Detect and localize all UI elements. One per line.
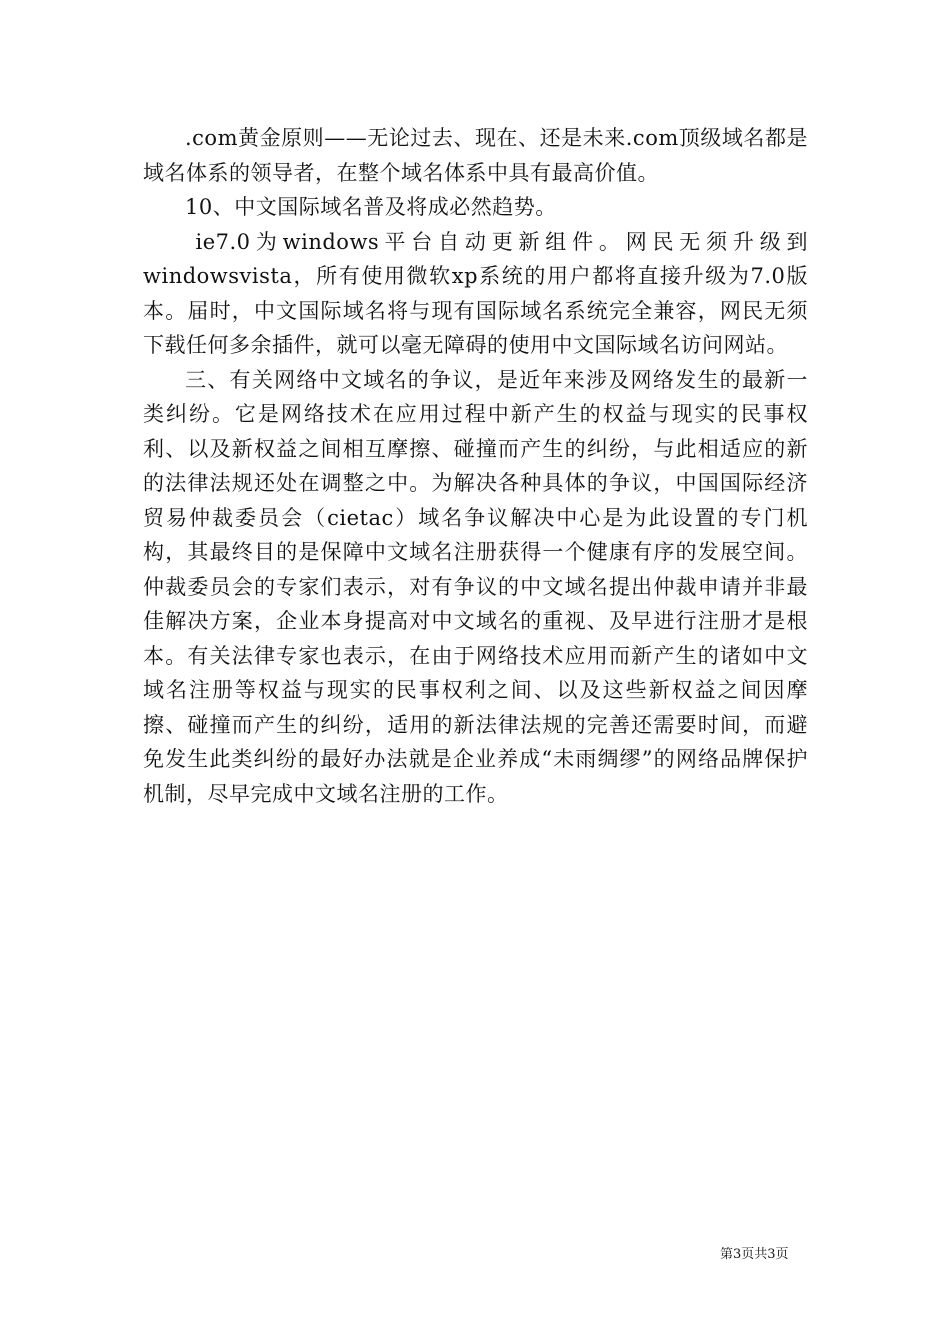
paragraph-com-principle: .com黄金原则——无论过去、现在、还是未来.com顶级域名都是域名体系的领导者，在整个域名体系中具有最高价值。 <box>143 126 808 185</box>
paragraph-trend-heading: 10、中文国际域名普及将成必然趋势。 <box>185 195 557 219</box>
page-number-footer: 第3页共3页 <box>720 1247 789 1262</box>
document-body <box>143 121 808 811</box>
paragraph-ie7-update: ie7.0为windows平台自动更新组件。网民无须升级到windowsvista，所有使用微软xp系统的用户都将直接升级为7.0版本。届时，中文国际域名将与现有国际域名系统完全兼容，网民无须下载任何多余插件，就可以毫无障碍的使用中文国际域名访问网站。 <box>143 229 808 357</box>
paragraph-domain-dispute: 三、有关网络中文域名的争议，是近年来涉及网络发生的最新一类纠纷。它是网络技术在应用过程中新产生的权益与现实的民事权利、以及新权益之间相互摩擦、碰撞而产生的纠纷，与此相适应的新的法律法规还处在调整之中。为解决各种具体的争议，中国国际经济贸易仲裁委员会（cietac）域名争议解决中心是为此设置的专门机构，其最终目的是保障中文域名注册获得一个健康有序的发展空间。仲裁委员会的专家们表示，对有争议的中文域名提出仲裁申请并非最佳解决方案，企业本身提高对中文域名的重视、及早进行注册才是根本。有关法律专家也表示，在由于网络技术应用而新产生的诸如中文域名注册等权益与现实的民事权利之间、以及这些新权益之间因摩擦、碰撞而产生的纠纷，适用的新法律法规的完善还需要时间，而避免发生此类纠纷的最好办法就是企业养成“未雨绸缪”的网络品牌保护机制，尽早完成中文域名注册的工作。 <box>143 367 808 806</box>
